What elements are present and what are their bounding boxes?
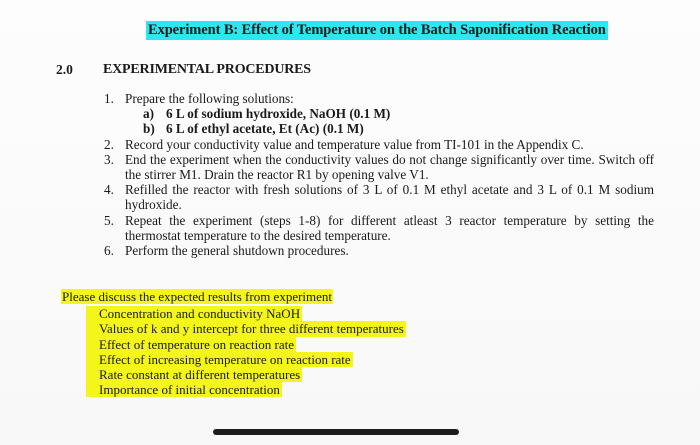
document-title: Experiment B: Effect of Temperature on the Batch Saponification Reaction: [148, 22, 606, 38]
step-text: Perform the general shutdown procedures.: [125, 243, 349, 259]
step-text: End the experiment when the conductivity values do not change significantly over time. Switch off the stirrer M1. Drain the reactor R1 by opening valve V1.: [125, 151, 654, 183]
discussion-list: [61, 306, 406, 397]
solution-letter: a): [143, 106, 154, 122]
list-item: [61, 337, 406, 352]
step-text: Prepare the following solutions:: [125, 91, 294, 106]
procedure-step: [104, 152, 654, 182]
procedure-step: [104, 213, 654, 243]
section-number: 2.0: [56, 62, 73, 77]
step-number: 5.: [104, 212, 114, 228]
solution-item: [104, 121, 654, 136]
section-heading: EXPERIMENTAL PROCEDURES: [103, 62, 311, 77]
discussion-prompt: Please discuss the expected results from experiment: [62, 289, 333, 304]
list-item: [61, 321, 406, 336]
list-item-text: Concentration and conductivity NaOH: [86, 306, 302, 321]
solution-text: 6 L of sodium hydroxide, NaOH (0.1 M): [166, 106, 391, 122]
list-item: [61, 352, 406, 367]
step-number: 6.: [104, 243, 114, 259]
discussion-block: [61, 289, 406, 397]
procedure-step: [104, 243, 654, 258]
solution-item: [104, 106, 654, 121]
list-item-text: Effect of temperature on reaction rate: [86, 337, 296, 352]
solution-text: 6 L of ethyl acetate, Et (Ac) (0.1 M): [166, 121, 364, 137]
step-text: Refilled the reactor with fresh solutions of 3 L of 0.1 M ethyl acetate and 3 L of 0.1 M sodium hydroxide.: [125, 182, 654, 213]
list-item-text: Rate constant at different temperatures: [86, 367, 302, 382]
step-text: Repeat the experiment (steps 1-8) for different atleast 3 reactor temperature by setting the thermostat temperature to the desired temperature.: [125, 212, 654, 243]
list-item: [61, 367, 406, 382]
step-text: Record your conductivity value and temperature value from TI-101 in the Appendix C.: [125, 136, 584, 152]
step-number: 1.: [104, 91, 114, 106]
procedure-step: [104, 137, 654, 152]
step-number: 3.: [104, 151, 114, 167]
procedure-step: [104, 91, 654, 106]
procedure-step: [104, 182, 654, 212]
step-number: 2.: [104, 136, 114, 152]
list-item-text: Values of k and y intercept for three different temperatures: [86, 321, 406, 336]
solution-letter: b): [143, 121, 155, 137]
step-number: 4.: [104, 182, 114, 198]
list-item: [61, 382, 406, 397]
procedure-steps: [104, 91, 654, 258]
list-item-text: Importance of initial concentration: [86, 382, 282, 397]
list-item-text: Effect of increasing temperature on reaction rate: [86, 352, 353, 367]
list-item: [61, 306, 406, 321]
home-indicator-bar[interactable]: [213, 429, 459, 435]
